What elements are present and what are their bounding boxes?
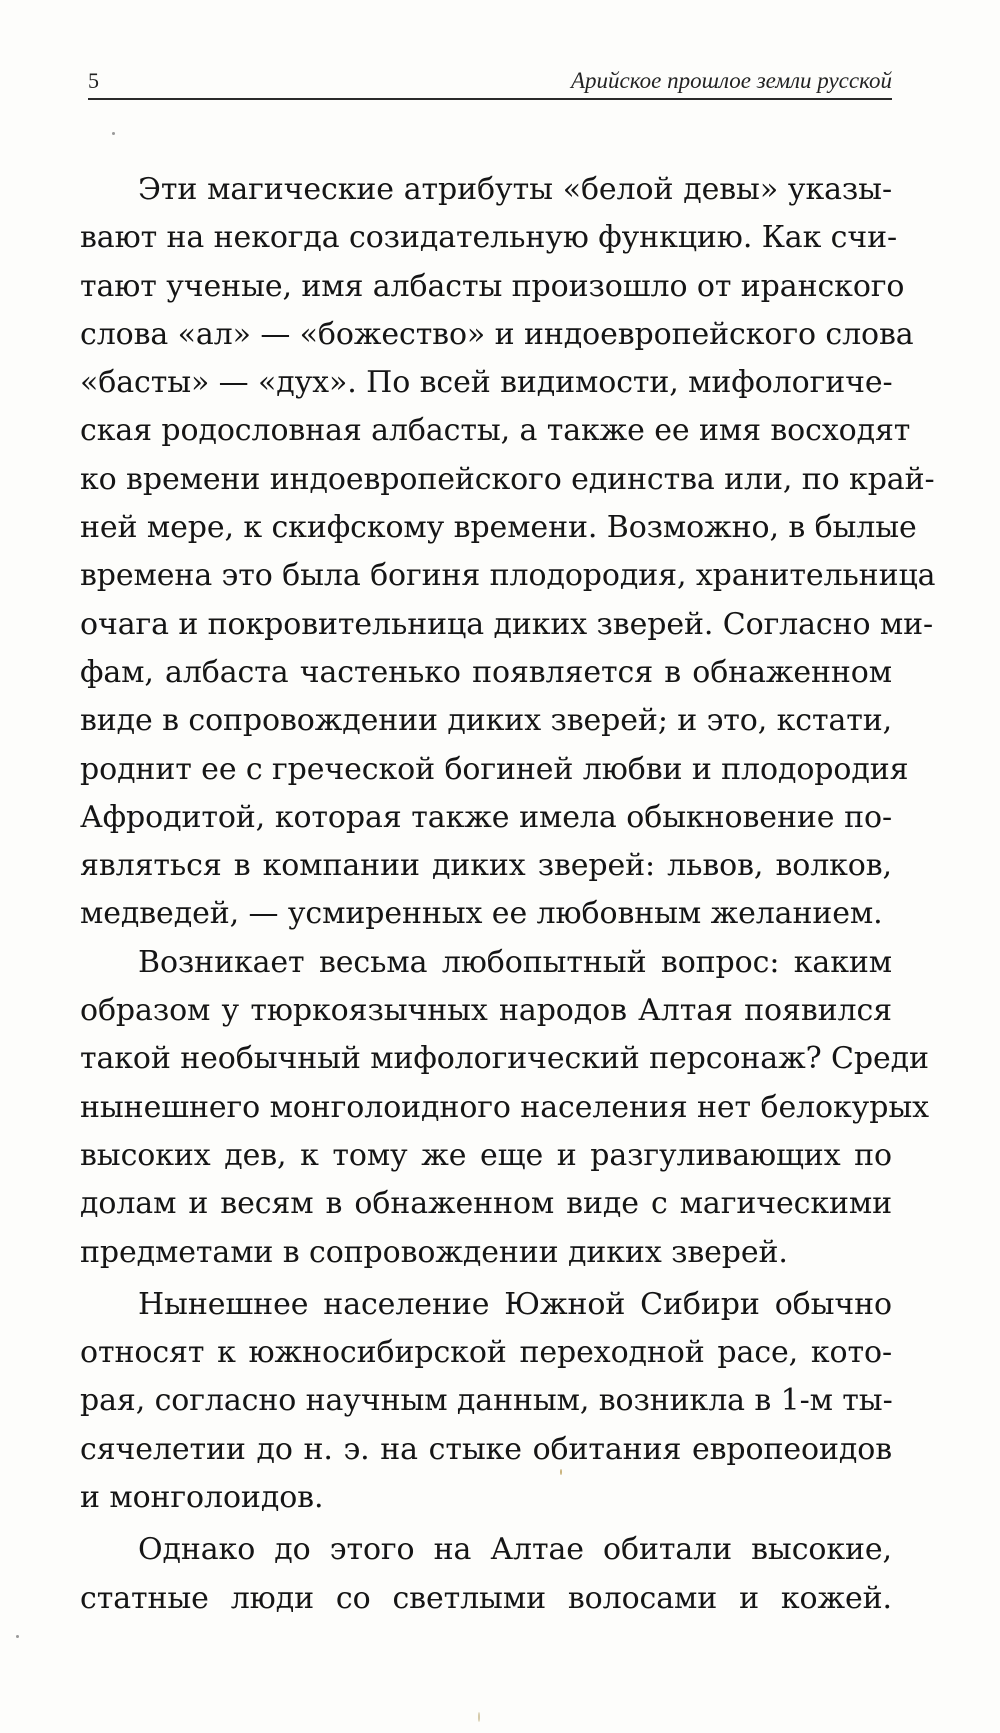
text-line: являться в компании диких зверей: львов, волков,: [80, 848, 892, 884]
text-line: сячелетии до н. э. на стыке обитания европеоидов: [80, 1431, 892, 1467]
paragraph: [80, 939, 929, 1277]
text-line: ская родословная албасты, а также ее имя восходят: [80, 413, 911, 449]
scan-speck: [112, 132, 115, 135]
text-line: ней мере, к скифскому времени. Возможно, в былые: [80, 510, 917, 546]
paragraph: [80, 166, 936, 939]
text-line: образом у тюркоязычных народов Алтая появился: [80, 993, 892, 1029]
text-line: Эти магические атрибуты «белой девы» указы-: [138, 172, 892, 207]
text-line: фам, албаста частенько появляется в обнаженном: [80, 654, 892, 690]
text-line: виде в сопровождении диких зверей; и это, кстати,: [80, 703, 893, 739]
text-line: долам и весям в обнаженном виде с магическими: [80, 1186, 892, 1222]
running-title: Арийское прошлое земли русской: [570, 68, 892, 93]
text-line: вают на некогда созидательную функцию. Как счи-: [80, 220, 898, 256]
text-line: ко времени индоевропейского единства или, по край-: [80, 461, 935, 497]
text-line: и монголоидов.: [80, 1480, 324, 1516]
text-line: Афродитой, которая также имела обыкновение по-: [80, 799, 892, 835]
text-line: такой необычный мифологический персонаж? Среди: [80, 1041, 929, 1077]
paragraph: [80, 1526, 892, 1623]
running-header: [88, 62, 892, 100]
body-text: [80, 166, 936, 1623]
text-line: Возникает весьма любопытный вопрос: каким: [138, 944, 892, 980]
text-line: слова «ал» — «божество» и индоевропейского слова: [80, 316, 914, 352]
text-line: тают ученые, имя албасты произошло от иранского: [80, 268, 905, 304]
text-line: нынешнего монголоидного населения нет белокурых: [80, 1089, 929, 1125]
paragraph: [80, 1281, 892, 1522]
scan-speck: [478, 1712, 480, 1722]
text-line: медведей, — усмиренных ее любовным желанием.: [80, 896, 883, 932]
text-line: рая, согласно научным данным, возникла в 1-м ты-: [80, 1383, 893, 1419]
text-line: высоких дев, к тому же еще и разгуливающих по: [80, 1137, 892, 1173]
text-line: Однако до этого на Алтае обитали высокие,: [138, 1532, 892, 1568]
text-line: Нынешнее население Южной Сибири обычно: [138, 1286, 892, 1322]
page-number: 5: [88, 68, 99, 93]
scan-speck: [560, 1469, 562, 1475]
text-line: роднит ее с греческой богиней любви и плодородия: [80, 751, 909, 787]
scan-speck: [16, 1635, 19, 1638]
text-line: времена это была богиня плодородия, хранительница: [80, 558, 936, 594]
text-line: очага и покровительница диких зверей. Согласно ми-: [80, 606, 934, 642]
text-line: предметами в сопровождении диких зверей.: [80, 1234, 788, 1270]
text-line: «басты» — «дух». По всей видимости, мифологиче-: [80, 365, 893, 401]
text-line: статные люди со светлыми волосами и кожей.: [80, 1580, 892, 1616]
text-line: относят к южносибирской переходной расе, кото-: [80, 1335, 892, 1371]
